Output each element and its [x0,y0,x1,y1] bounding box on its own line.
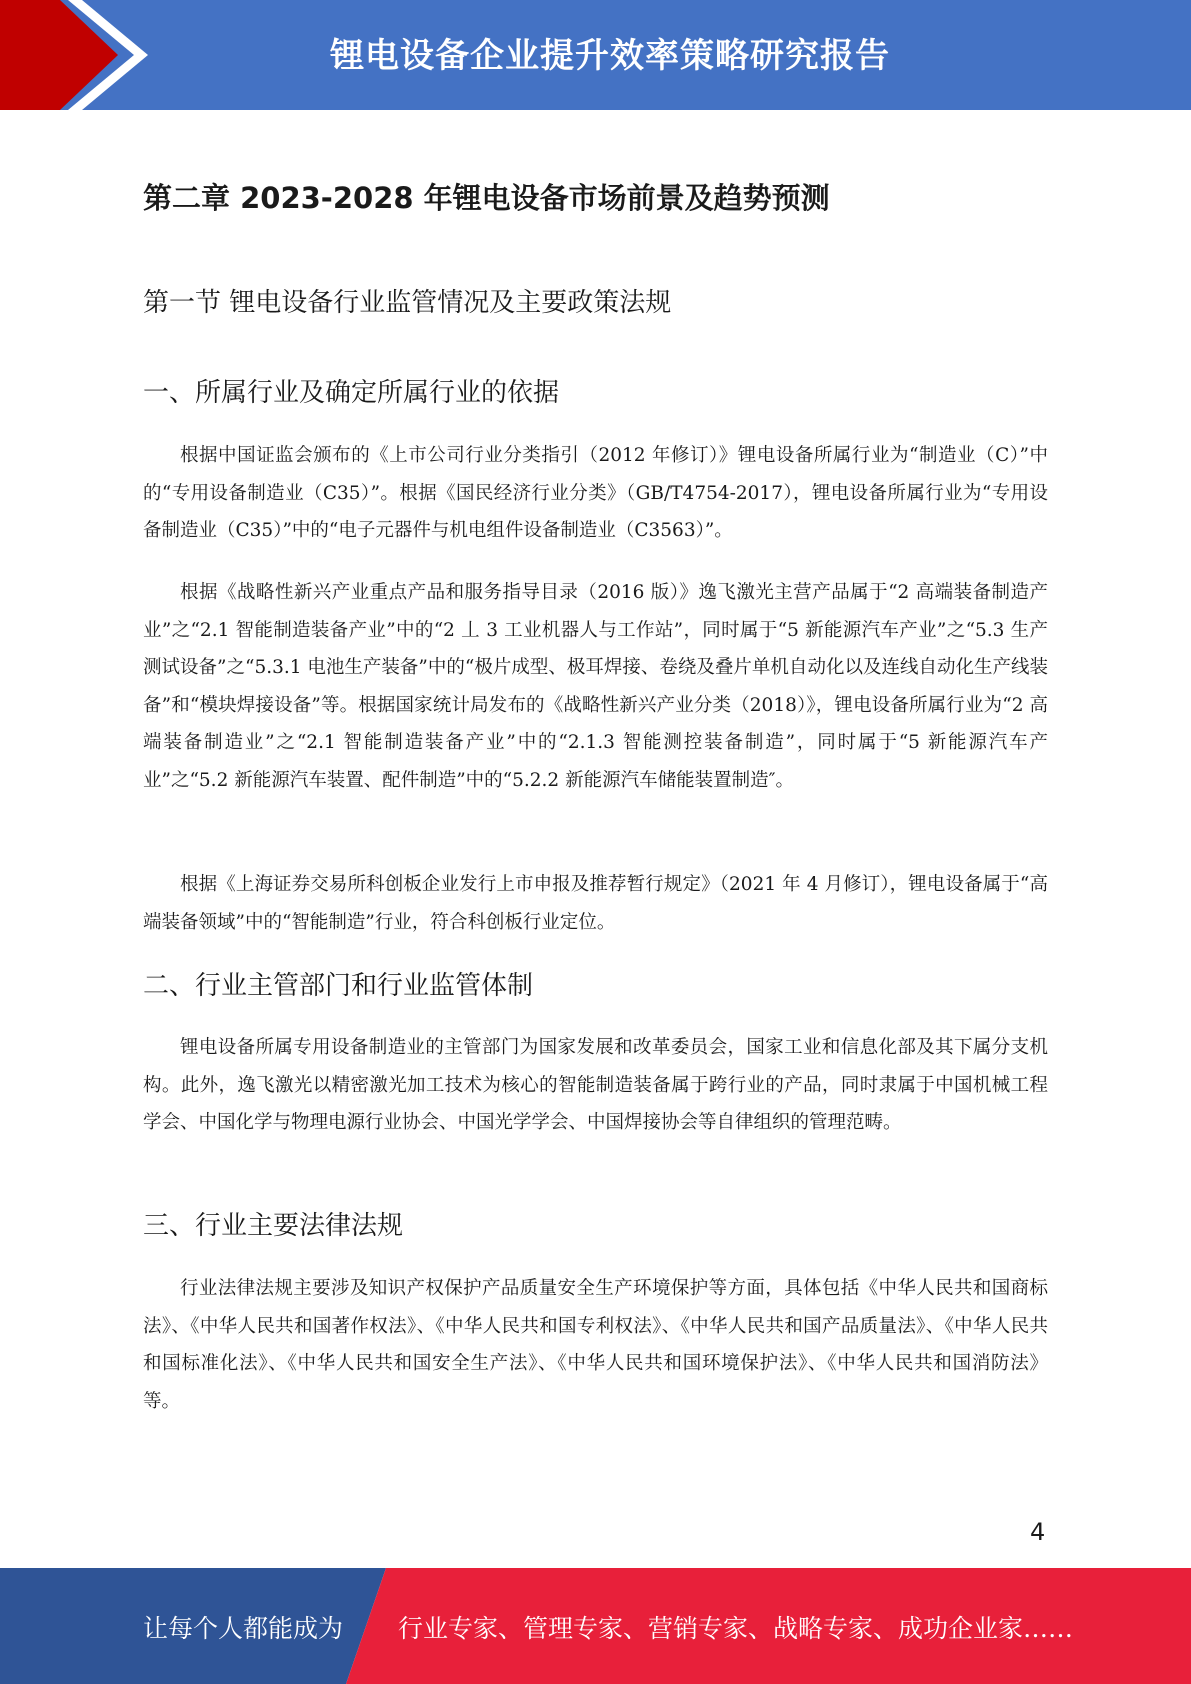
paragraph-1-2: 根据《战略性新兴产业重点产品和服务指导目录（2016 版）》逸飞激光主营产品属于“2 高端装备制造产业”之“2.1 智能制造装备产业”中的“2 丄 3 工业机器人与工作站”，同时属于“5 新能源汽车产业”之“5.3 生产测试设备”之“5.3.1 电池生产装备”中的“极片成型、极耳焊接、卷绕及叠片单机自动化以及连线自动化生产线装备”和“模块焊接设备”等。根据国家统计局发布的《战略性新兴产业分类（2018）》，锂电设备所属行业为“2 高端装备制造业”之“2.1 智能制造装备产业”中的“2.1.3 智能测控装备制造”，同时属于“5 新能源汽车产业”之“5.2 新能源汽车装置、配件制造”中的“5.2.2 新能源汽车储能装置制造″。 [143,582,1048,791]
footer-slogan-left: 让每个人都能成为 [143,1614,344,1643]
paragraph-3-1: 行业法律法规主要涉及知识产权保护产品质量安全生产环境保护等方面，具体包括《中华人民共和国商标法》、《中华人民共和国著作权法》、《中华人民共和国专利权法》、《中华人民共和国产品质量法》、《中华人民共和国标准化法》、《中华人民共和国安全生产法》、《中华人民共和国环境保护法》、《中华人民共和国消防法》等。 [143,1278,1048,1412]
page-number: 4 [1030,1518,1046,1546]
subsection-heading-2: 二、行业主管部门和行业监管体制 [143,971,534,1001]
paragraph-1-3: 根据《上海证券交易所科创板企业发行上市申报及推荐暂行规定》（2021 年 4 月修订），锂电设备属于“高端装备领域”中的“智能制造”行业，符合科创板行业定位。 [143,874,1048,933]
footer-banner [0,1568,1191,1684]
subsection-heading-1: 一、所属行业及确定所属行业的依据 [143,378,560,408]
paragraph-2-1: 锂电设备所属专用设备制造业的主管部门为国家发展和改革委员会，国家工业和信息化部及其下属分支机构。此外，逸飞激光以精密激光加工技术为核心的智能制造装备属于跨行业的产品，同时隶属于中国机械工程学会、中国化学与物理电源行业协会、中国光学学会、中国焊接协会等自律组织的管理范畴。 [143,1037,1048,1133]
subsection-heading-3: 三、行业主要法律法规 [143,1211,404,1241]
footer-slogan-right: 行业专家、管理专家、营销专家、战略专家、成功企业家…… [398,1614,1074,1643]
paragraph-1-1: 根据中国证监会颁布的《上市公司行业分类指引（2012 年修订）》锂电设备所属行业为“制造业（C）”中的“专用设备制造业（C35）”。根据《国民经济行业分类》（GB/T4754-2017），锂电设备所属行业为“专用设备制造业（C35）”中的“电子元器件与机电组件设备制造业（C3563）”。 [143,445,1048,541]
chapter-title: 第二章 2023-2028 年锂电设备市场前景及趋势预测 [143,181,830,215]
header-arrow-icon [0,0,160,110]
section-title: 第一节 锂电设备行业监管情况及主要政策法规 [143,288,672,318]
report-title: 锂电设备企业提升效率策略研究报告 [330,36,890,76]
header-band [0,0,1191,110]
